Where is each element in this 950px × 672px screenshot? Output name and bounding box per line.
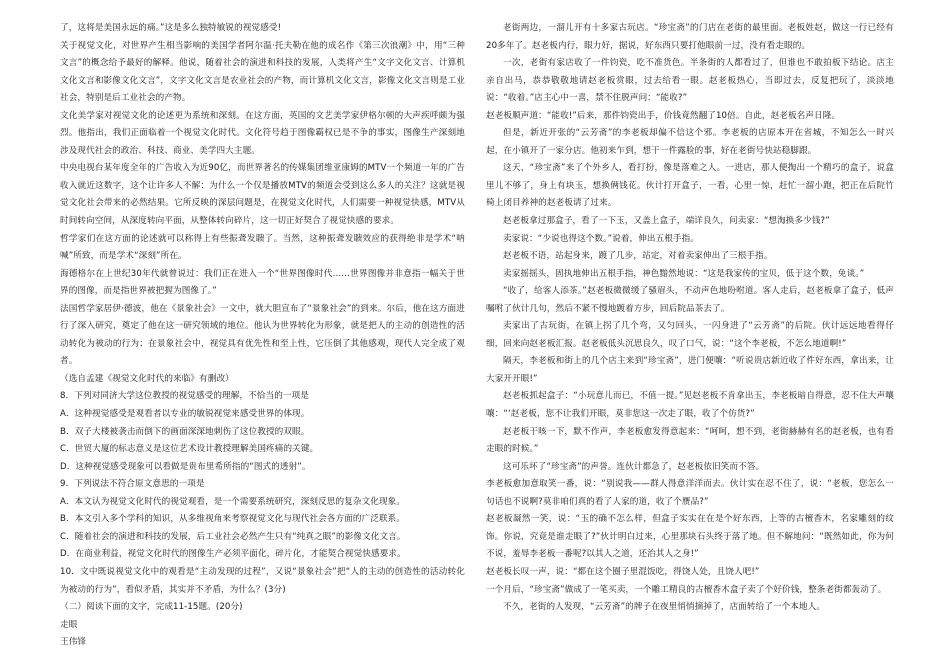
- story-paragraph: 不久，老街的人发现，“云芳斋”的牌子在夜里悄悄摘掉了，店面转给了一个本地人。: [503, 602, 826, 613]
- left-paragraph: 中央电视台某年度全年的广告收入为近90亿，而世界著名的传媒集团维亚康姆的MTV一个频道一年的广告收入就近这数字，这个让许多人不解：为什么一个仅是播放MTV的频道会受到这么多人的关注？这就是视觉文化社会带来的必然结果。它所反映的深层问题是，在视觉文化时代，人们需要一种视觉快感，MTV从时间转向空间，从深度转向平面，从整体转向碎片，这一切正好契合了视觉快感的要求。: [60, 163, 465, 227]
- story-paragraph: 卖家说：“少说也得这个数。”说着，伸出五根手指。: [503, 233, 700, 244]
- source-note: （选自孟建《视觉文化时代的来临》有删改）: [60, 373, 234, 384]
- story-paragraph: 一个月后，“珍宝斋”做成了一笔买卖，一个雕工精良的古檀香木盒子卖了个好价钱，整条老街都轰动了。: [486, 584, 887, 595]
- story-paragraph: 老街两边，一溜儿开有十多家古玩店。“珍宝斋”的门店在老街的最里面。老板姓赵，做这一行已经有20多年了。赵老板内行，眼力好，据说，好东西只要打他眼前一过，没有看走眼的。: [486, 23, 894, 51]
- story-paragraph: 李老板愈加意取笑一番，说：“别说我——群人得意洋洋而去。伙计实在忍不住了，说：“老板，您怎么一句话也不说啊?莫非咱们真的看了人家的道，收了个赝品?”: [486, 479, 894, 507]
- story-paragraph: 赵老板长叹一声，说：“都在这个圈子里混饭吃，得饶人处，且饶人吧!”: [486, 566, 760, 577]
- story-paragraph: 这天，“珍宝斋”来了个外乡人，看打扮，像是落难之人。一进店，那人便掏出一个精巧的盒子，说盒里儿不够了，身上有块玉，想换俩钱花。伙计打开盒子，一看，心里一惊，赶忙一溜小跑，把正在后院竹椅上闭目养神的赵老板请了过来。: [486, 163, 894, 209]
- story-paragraph: 隔天，李老板和街上的几个店主来到“珍宝斋”，进门便嚷：“听说贵店新近收了件好东西，拿出来，让大家开开眼!”: [486, 356, 894, 384]
- section-heading: （二）阅读下面的文字，完成11-15题。(20分): [60, 602, 243, 613]
- left-paragraph: 了，这将是美国永远的痛。”这是多么独特敏锐的视觉感受!: [60, 23, 282, 33]
- story-paragraph: 卖家出了古玩街，在镇上拐了几个弯，又匀回头，一闪身进了“云芳斋”的后院。伙计远远地看得仔细，回来向赵老板汇报。赵老板低头沉思良久，叹了口气，说：“这个李老板，不怎么地道啊!”: [486, 321, 894, 349]
- left-paragraph: 文化美学家对视觉文化的论述更为系统和深刻。在这方面，英国的文艺美学家伊格尔顿的大声疾呼颇为强烈。他指出，我们正面临着一个视觉文化时代。文化符号趋于图像霸权已是不争的事实，图像生产深刻地涉及现代社会的政治、科技、商业、美学四大主题。: [60, 110, 465, 156]
- story-paragraph: 赵老板凝然一笑，说：“玉的确不怎么样，但盒子实实在在是个好东西，上等的古檀香木，名家雕刻的纹饰。你说，究竟是谁走眼了?”伙计明白过来，心里那块石头终于落了地。但不解地问：“既然如此，你为何不说，羞辱李老板一番呢?以其人之道，还治其人之身!”: [486, 514, 894, 560]
- story-author: 王伟锋: [60, 637, 87, 648]
- question-9-option-a: A．本文认为视觉文化时代的视觉观看，是一个需要系统研究，深刻反思的复杂文化现象。: [60, 496, 406, 507]
- left-paragraph: 哲学家们在这方面的论述就可以称得上有些振聋发聩了。当然，这种振聋发聩效应的获得绝非是学术“呐喊”所致，而是学术“深刻”所在。: [60, 233, 465, 262]
- question-8-option-d: D．这种视觉感受现象可以看做是贵布里希所指的“图式的透射”。: [60, 461, 311, 472]
- story-paragraph: 一次，老街有家店收了一件钧瓷，吃不准货色。半条街的人都看过了，但谁也不敢拍板下结论。店主亲自出马，恭恭敬敬地请赵老板赏眼，过去给看一眼。赵老板热心，当即过去，反复把玩了，淡淡地说：“收着。”店主心中一喜，禁不住脱声问：“能收?”: [486, 58, 894, 104]
- question-8-option-a: A．这种视觉感受是观看者以专业的敏锐视觉来感受世界的体现。: [60, 409, 310, 420]
- question-9: 9．下列说法不符合原文意思的一项是: [60, 479, 205, 490]
- story-paragraph: 赵老板干咳一下，默不作声，李老板愈发得意起来：“呵呵，想不到，老街赫赫有名的赵老板，也有看走眼的时候。”: [486, 426, 894, 455]
- story-paragraph: 这可乐坏了“珍宝斋”的声誉。连伙计都急了，赵老板依旧笑而不答。: [503, 461, 765, 472]
- question-8-option-b: B．双子大楼被袭击而倒下的画面深深地刺伤了这位教授的双眼。: [60, 426, 310, 437]
- question-8-option-c: C．世贸大厦的标志意义是这位艺术设计教授理解美国疼痛的关键。: [60, 444, 319, 455]
- story-paragraph: “收了，给客人添茶。”赵老板微微缓了骚眉头，不动声色地吩咐道。客人走后，赵老板拿了盒子，低声嘱咐了伙计几句，然后不紧不慢地踱着方步，回后院品茶去了。: [486, 286, 894, 314]
- left-column: [60, 20, 465, 652]
- story-paragraph: 卖家摇摇头，固执地伸出五根手指，神色黯然地说：“这是我家传的宝贝，低于这个数，免谈。”: [503, 268, 865, 279]
- left-paragraph: 法国哲学家居伊·德波，他在《景象社会》一文中，就大胆宣布了“景象社会”的到来。尔后，他在这方面进行了深入研究，奠定了他在这一研究领域的地位。他认为世界转化为形象，就是把人的主动的创造性的活动转化为被动的行为；在景象社会中，视觉具有优先性和至上性，它压倒了其他感观，现代人完全成了观者。: [60, 303, 465, 367]
- question-10: 10．文中既说视觉文化中的观看是“主动发现的过程”，又说“景象社会”把“人的主动的创造性的活动转化为被动的行为”，看似矛盾，其实并不矛盾，为什么？(3分): [60, 566, 465, 595]
- left-paragraph: 海德格尔在上世纪30年代就曾说过：我们正在进入一个“世界图像时代……世界图像并非意指一幅关于世界的图像，而是指世界被把握为图像了。”: [60, 268, 465, 297]
- story-paragraph: 赵老板抓起盒子：“小玩意儿而已，不值一提。”见赵老板不肯拿出玉，李老板暗自得意，忍不住大声嚷嚷：“‘赵老板，您不让我们开眼，莫非您这一次走了眼，收了个仿货?”: [486, 391, 894, 420]
- story-paragraph: 赵老板拿过那盒子，看了一下玉，又盖上盒子，端详良久，问卖家：“想淘换多少钱?”: [503, 216, 830, 227]
- question-9-option-b: B．本文引入多个学科的知识，从多维视角来考察视觉文化与现代社会各方面的广泛联系。: [60, 514, 406, 525]
- right-column: [486, 20, 894, 617]
- question-9-option-c: C．随着社会的演进和科技的发展，后工业社会必然产生只有“纯真之眼”的影像文化文言。: [60, 531, 406, 542]
- left-paragraph: 关于视觉文化，对世界产生相当影响的美国学者阿尔温·托夫勒在他的成名作《第三次浪潮》中，用“三种文言”的概念给予最好的解释。他说，随着社会的演进和科技的发展，人类将产生“文字文化文言、计算机文化文言和影像文化文言”，文字文化文言是农业社会的产物，而计算机文化文言，影像文化文言则是工业社会，特别是后工业社会的产物。: [60, 40, 465, 104]
- story-paragraph: 赵老板顺声道：“能收!”后来，那件钧瓷出手，价钱竟然翻了10倍。自此，赵老板名声日隆。: [486, 110, 841, 121]
- story-title: 走眼: [60, 619, 78, 630]
- story-paragraph: 但是，新近开张的“云芳斋”的李老板却偏不信这个邪。李老板的店原本开在省城，不知怎么一时兴起，在小镇开了一家分店。他初来乍到，想干一件露脸的事，好在老街号快站稳脚跟。: [486, 128, 894, 156]
- story-paragraph: 赵老板不语，站起身来，踱了几步，站定，对着卖家伸出了三根手指。: [503, 251, 773, 262]
- question-8: 8．下列对同济大学这位教授的视觉感受的理解，不恰当的一项是: [60, 391, 309, 402]
- question-9-option-d: D．在商业利益，视觉文化时代的图像生产必须平面化，碎片化，才能契合视觉快感要求。: [60, 549, 406, 560]
